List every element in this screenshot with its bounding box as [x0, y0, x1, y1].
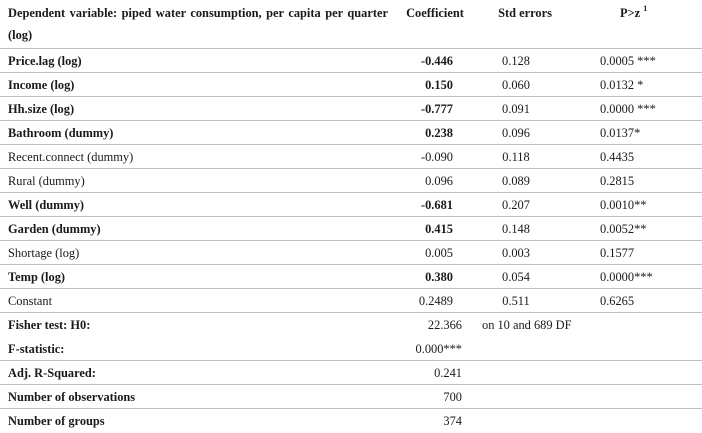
variable-name: Rural (dummy)	[8, 174, 85, 188]
footnote-marker: 1	[643, 4, 648, 13]
std-error-value: 0.091	[502, 102, 530, 116]
stat-label: Number of groups	[8, 414, 105, 428]
fisher-test-label: Fisher test: H0:	[8, 318, 91, 332]
table-row	[0, 288, 702, 313]
variable-name: Well (dummy)	[8, 198, 85, 212]
table-row	[0, 120, 702, 145]
coefficient-value: -0.090	[420, 150, 453, 164]
table-row	[0, 240, 702, 265]
variable-name: Bathroom (dummy)	[8, 126, 114, 140]
stat-value: 700	[443, 390, 462, 404]
pvalue-value: 0.0000***	[600, 270, 653, 284]
pvalue-value: 0.0005 ***	[600, 54, 656, 68]
stat-label: Adj. R-Squared:	[8, 366, 96, 380]
coefficient-value: 0.150	[425, 78, 453, 92]
table-row	[0, 144, 702, 169]
variable-name: Income (log)	[8, 78, 75, 92]
variable-name: Hh.size (log)	[8, 102, 75, 116]
table-row	[0, 264, 702, 289]
pvalue-value: 0.6265	[600, 294, 635, 308]
table-row	[0, 96, 702, 121]
stat-row	[0, 408, 702, 431]
f-statistic-value: 0.000***	[415, 342, 462, 356]
coefficient-value: -0.777	[420, 102, 453, 116]
std-error-value: 0.511	[502, 294, 530, 308]
std-error-value: 0.148	[502, 222, 530, 236]
pvalue-header	[620, 2, 680, 26]
pvalue-value: 0.0010**	[600, 198, 647, 212]
coefficient-value: 0.380	[425, 270, 453, 284]
coefficient-value: 0.2489	[418, 294, 453, 308]
fisher-test-row	[0, 312, 702, 361]
pvalue-value: 0.0000 ***	[600, 102, 656, 116]
variable-name: Price.lag (log)	[8, 54, 82, 68]
std-error-value: 0.089	[502, 174, 530, 188]
pvalue-value: 0.0137*	[600, 126, 641, 140]
std-error-value: 0.096	[502, 126, 530, 140]
fisher-test-value: 22.366	[427, 318, 462, 332]
variable-name: Shortage (log)	[8, 246, 80, 260]
coefficient-value: -0.681	[420, 198, 453, 212]
std-error-value: 0.118	[502, 150, 530, 164]
coefficient-header: Coefficient	[406, 6, 464, 20]
stat-row	[0, 384, 702, 409]
variable-name: Recent.connect (dummy)	[8, 150, 134, 164]
coefficient-value: 0.005	[425, 246, 453, 260]
stat-value: 374	[443, 414, 462, 428]
stat-label: Number of observations	[8, 390, 136, 404]
pvalue-value: 0.1577	[600, 246, 635, 260]
table-row	[0, 48, 702, 73]
pvalue-value: 0.2815	[600, 174, 635, 188]
dependent-variable-header: Dependent variable: piped water consumption, per capita per quarter (log)	[8, 6, 388, 42]
pvalue-value: 0.4435	[600, 150, 635, 164]
fisher-test-df: on 10 and 689 DF	[482, 318, 572, 332]
std-error-value: 0.060	[502, 78, 530, 92]
stat-value: 0.241	[434, 366, 462, 380]
coefficient-value: -0.446	[420, 54, 453, 68]
variable-name: Temp (log)	[8, 270, 66, 284]
table-row	[0, 72, 702, 97]
table-row	[0, 216, 702, 241]
std-error-value: 0.207	[502, 198, 530, 212]
std-errors-header: Std errors	[498, 6, 552, 20]
coefficient-value: 0.238	[425, 126, 453, 140]
variable-name: Constant	[8, 294, 53, 308]
table-header-row	[0, 0, 702, 48]
std-error-value: 0.054	[502, 270, 530, 284]
std-error-value: 0.003	[502, 246, 530, 260]
f-statistic-label: F-statistic:	[8, 342, 65, 356]
table-row	[0, 192, 702, 217]
std-error-value: 0.128	[502, 54, 530, 68]
table-row	[0, 168, 702, 193]
pvalue-value: 0.0052**	[600, 222, 647, 236]
coefficient-value: 0.415	[425, 222, 453, 236]
coefficient-value: 0.096	[425, 174, 453, 188]
stat-row	[0, 360, 702, 385]
pvalue-value: 0.0132 *	[600, 78, 644, 92]
variable-name: Garden (dummy)	[8, 222, 101, 236]
pvalue-header-label: P>z	[620, 6, 641, 20]
